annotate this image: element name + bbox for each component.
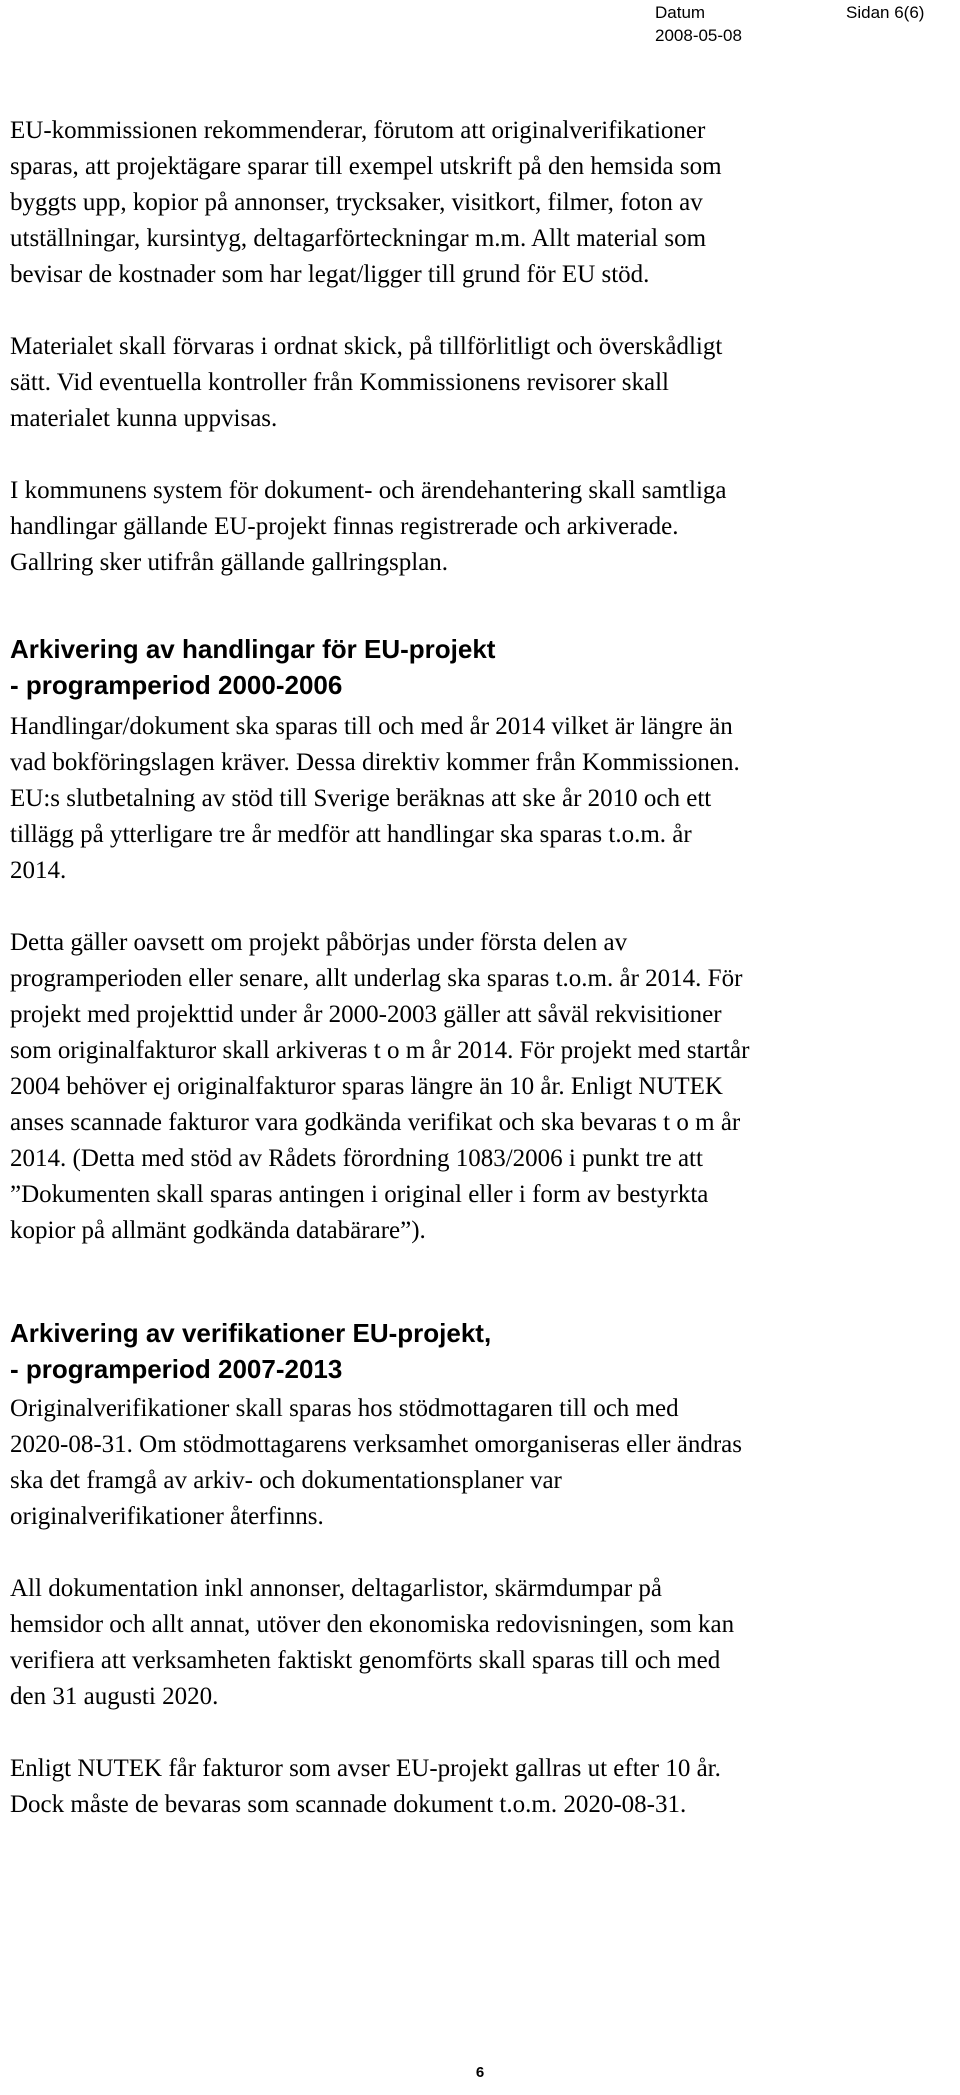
header-date: 2008-05-08 [655, 26, 742, 45]
text-line: Dock måste de bevaras som scannade dokument t.o.m. 2020-08-31. [10, 1791, 687, 1818]
heading-line: - programperiod 2000-2006 [10, 670, 343, 700]
paragraph-recommendation [10, 113, 950, 293]
text-line: 2020-08-31. Om stödmottagarens verksamhet omorganiseras eller ändras [10, 1431, 742, 1458]
paragraph-nutek-invoices [10, 1751, 950, 1823]
text-line: I kommunens system för dokument- och ärendehantering skall samtliga [10, 477, 727, 504]
text-line: den 31 augusti 2020. [10, 1683, 219, 1710]
text-line: sparas, att projektägare sparar till exempel utskrift på den hemsida som [10, 153, 722, 180]
text-line: vad bokföringslagen kräver. Dessa direktiv kommer från Kommissionen. [10, 749, 740, 776]
text-line: verifiera att verksamheten faktiskt genomförts skall sparas till och med [10, 1647, 721, 1674]
text-line: Enligt NUTEK får fakturor som avser EU-projekt gallras ut efter 10 år. [10, 1755, 721, 1782]
paragraph-storage [10, 329, 950, 437]
text-line: EU-kommissionen rekommenderar, förutom att originalverifikationer [10, 117, 706, 144]
text-line: byggts upp, kopior på annonser, trycksaker, visitkort, filmer, foton av [10, 189, 703, 216]
text-line: Handlingar/dokument ska sparas till och med år 2014 vilket är längre än [10, 713, 733, 740]
heading-line: Arkivering av verifikationer EU-projekt, [10, 1318, 492, 1348]
text-line: tillägg på ytterligare tre år medför att handlingar ska sparas t.o.m. år [10, 821, 692, 848]
text-line: All dokumentation inkl annonser, deltagarlistor, skärmdumpar på [10, 1575, 663, 1602]
text-line: Originalverifikationer skall sparas hos stödmottagaren till och med [10, 1395, 679, 1422]
heading-line: Arkivering av handlingar för EU-projekt [10, 634, 496, 664]
text-line: projekt med projekttid under år 2000-2003 gäller att såväl rekvisitioner [10, 1001, 722, 1028]
text-line: EU:s slutbetalning av stöd till Sverige beräknas att ske år 2010 och ett [10, 785, 712, 812]
text-line: som originalfakturor skall arkiveras t o m år 2014. För projekt med startår [10, 1037, 750, 1064]
heading-line: - programperiod 2007-2013 [10, 1354, 343, 1384]
text-line: ”Dokumenten skall sparas antingen i original eller i form av bestyrkta [10, 1181, 709, 1208]
text-line: Gallring sker utifrån gällande gallringsplan. [10, 549, 449, 576]
text-line: programperioden eller senare, allt underlag ska sparas t.o.m. år 2014. För [10, 965, 743, 992]
text-line: 2004 behöver ej originalfakturor sparas längre än 10 år. Enligt NUTEK [10, 1073, 723, 1100]
text-line: originalverifikationer återfinns. [10, 1503, 324, 1530]
paragraph-original-verifications [10, 1391, 950, 1535]
text-line: 2014. [10, 857, 67, 884]
paragraph-applies-regardless [10, 925, 950, 1249]
text-line: sätt. Vid eventuella kontroller från Kommissionens revisorer skall [10, 369, 669, 396]
header-page-indicator: Sidan 6(6) [846, 3, 925, 22]
section-heading-2007-2013 [10, 1315, 950, 1387]
text-line: ska det framgå av arkiv- och dokumentationsplaner var [10, 1467, 562, 1494]
paragraph-retention-2014 [10, 709, 950, 889]
text-line: handlingar gällande EU-projekt finnas registrerade och arkiverade. [10, 513, 679, 540]
header-date-label: Datum [655, 3, 706, 22]
document-body [10, 113, 950, 1823]
text-line: materialet kunna uppvisas. [10, 405, 278, 432]
paragraph-all-documentation [10, 1571, 950, 1715]
page-number: 6 [475, 2064, 485, 2081]
text-line: 2014. (Detta med stöd av Rådets förordning 1083/2006 i punkt tre att [10, 1145, 703, 1172]
text-line: anses scannade fakturor vara godkända verifikat och ska bevaras t o m år [10, 1109, 741, 1136]
text-line: Materialet skall förvaras i ordnat skick, på tillförlitligt och överskådligt [10, 333, 723, 360]
text-line: bevisar de kostnader som har legat/ligger till grund för EU stöd. [10, 261, 650, 288]
paragraph-registration [10, 473, 950, 581]
section-heading-2000-2006 [10, 631, 950, 703]
text-line: Detta gäller oavsett om projekt påbörjas under första delen av [10, 929, 628, 956]
text-line: kopior på allmänt godkända databärare”). [10, 1217, 426, 1244]
page-header [0, 0, 960, 60]
text-line: utställningar, kursintyg, deltagarförteckningar m.m. Allt material som [10, 225, 707, 252]
text-line: hemsidor och allt annat, utöver den ekonomiska redovisningen, som kan [10, 1611, 735, 1638]
